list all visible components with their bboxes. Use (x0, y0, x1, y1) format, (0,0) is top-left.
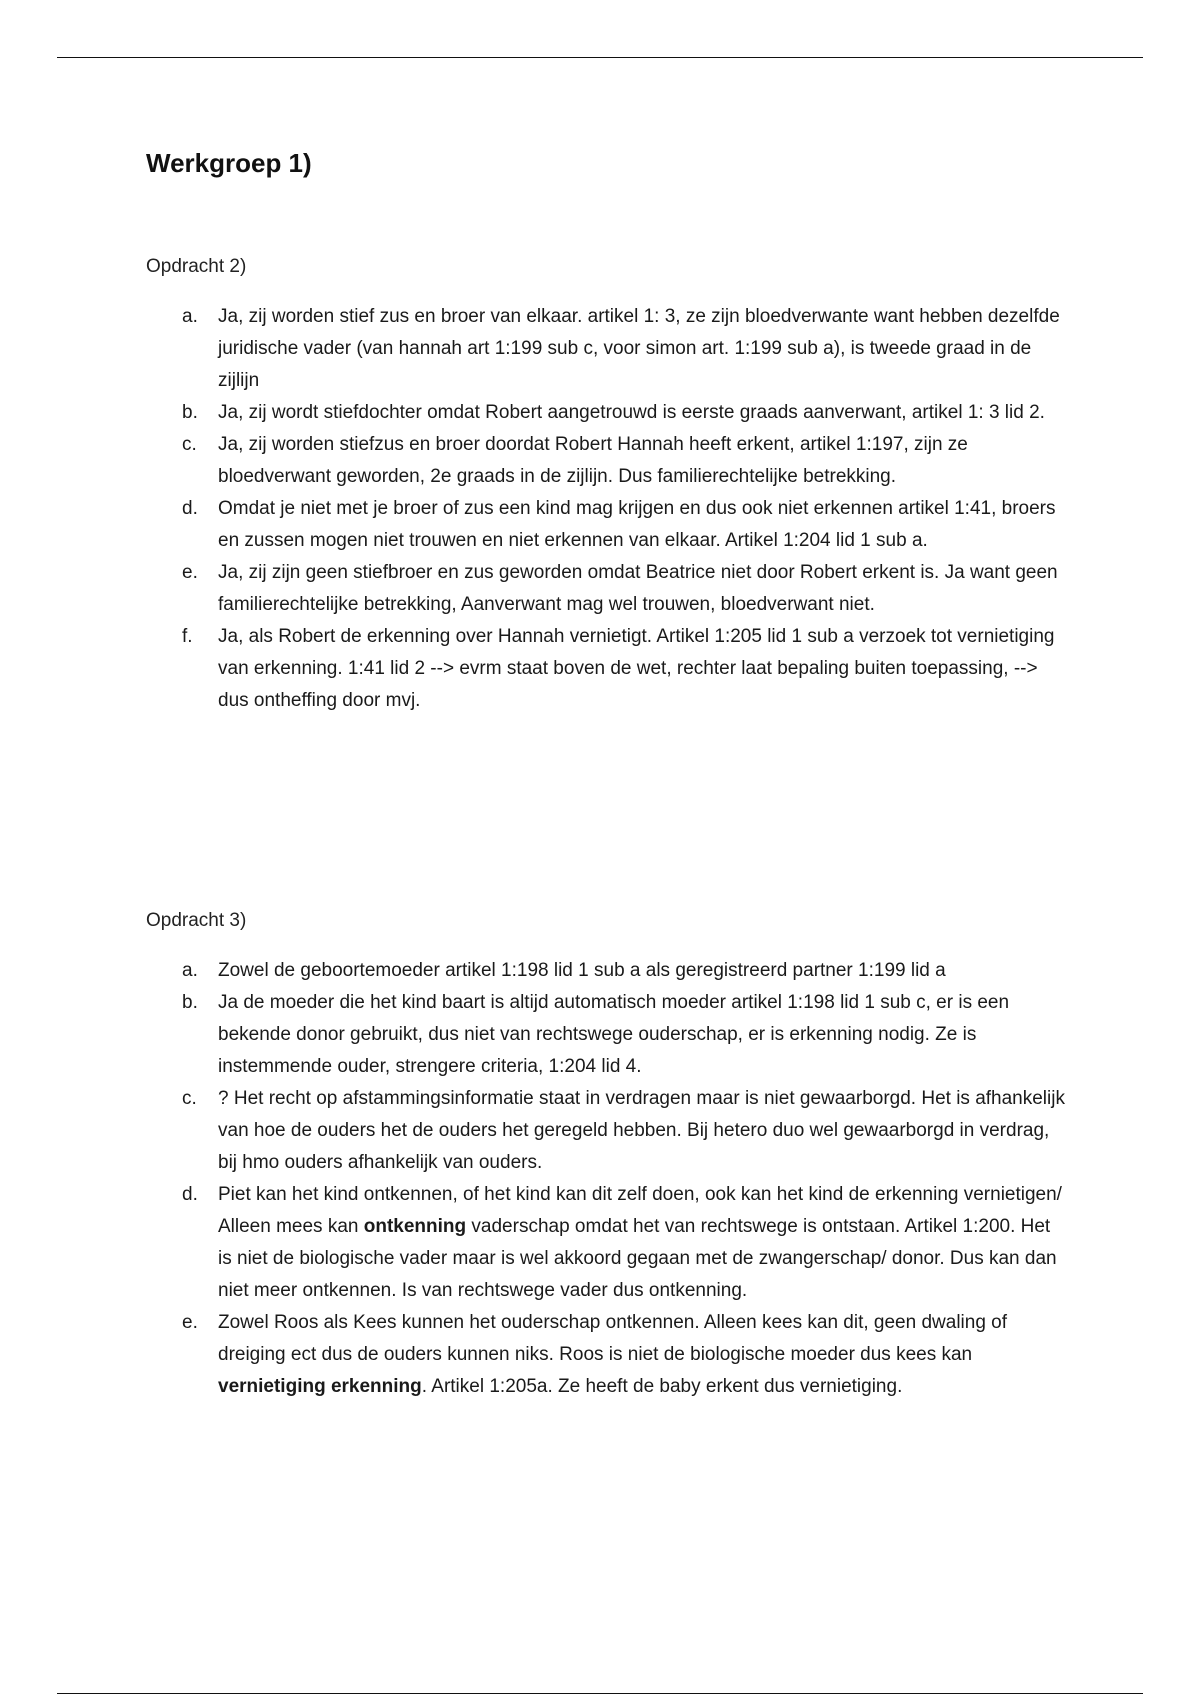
answer-list-opdracht-2 (146, 301, 1066, 717)
answer-text: Zowel de geboortemoeder artikel 1:198 lid 1 sub a als geregistreerd partner 1:199 lid a (218, 960, 946, 981)
answer-text-emphasis: ontkenning (363, 1216, 467, 1237)
list-item (146, 1307, 1066, 1403)
list-item (146, 621, 1066, 717)
list-marker: c. (182, 1088, 197, 1109)
answer-text: Ja, zij worden stiefzus en broer doordat Robert Hannah heeft erkent, artikel 1:197, zijn ze bloedverwant geworden, 2e graads in de zijlijn. Dus familierechtelijke betrekking. (218, 434, 968, 487)
list-item (146, 1083, 1066, 1179)
list-marker: a. (182, 960, 198, 981)
list-marker: e. (182, 562, 198, 583)
footer-rule (57, 1693, 1143, 1694)
answer-text: Ja, zij worden stief zus en broer van elkaar. artikel 1: 3, ze zijn bloedverwante want hebben dezelfde juridische vader (van hannah art 1:199 sub c, voor simon art. 1:199 sub a), is tweede graad in de zijlijn (218, 306, 1060, 391)
list-item (146, 429, 1066, 493)
answer-text-emphasis: vernietiging erkenning (218, 1376, 422, 1397)
list-item (146, 397, 1066, 429)
list-item (146, 987, 1066, 1083)
list-marker: e. (182, 1312, 198, 1333)
answer-text-part: Piet kan het kind ontkennen, of het kind kan dit zelf doen, ook kan het kind de erkenning vernietigen/ Alleen mees kan (218, 1184, 1062, 1237)
list-marker: c. (182, 434, 197, 455)
page-title: Werkgroep 1) (146, 148, 312, 178)
list-item (146, 955, 1066, 987)
list-marker: b. (182, 992, 198, 1013)
list-marker: a. (182, 306, 198, 327)
header-rule (57, 57, 1143, 58)
answer-text (218, 1184, 1062, 1301)
list-item (146, 301, 1066, 397)
list-marker: b. (182, 402, 198, 423)
answer-text-part: . Artikel 1:205a. Ze heeft de baby erkent dus vernietiging. (421, 1376, 903, 1397)
list-marker: f. (182, 626, 193, 647)
answer-text: Ja de moeder die het kind baart is altijd automatisch moeder artikel 1:198 lid 1 sub c, er is een bekende donor gebruikt, dus niet van rechtswege ouderschap, er is erkenning nodig. Ze is instemmende ouder, strengere criteria, 1:204 lid 4. (218, 992, 1010, 1077)
answer-list-opdracht-3 (146, 955, 1066, 1403)
answer-text: Ja, als Robert de erkenning over Hannah vernietigt. Artikel 1:205 lid 1 sub a verzoek tot vernietiging van erkenning. 1:41 lid 2 --> evrm staat boven de wet, rechter laat bepaling buiten toepassing, --> dus ontheffing door mvj. (218, 626, 1055, 711)
answer-text: Omdat je niet met je broer of zus een kind mag krijgen en dus ook niet erkennen artikel 1:41, broers en zussen mogen niet trouwen en niet erkennen van elkaar. Artikel 1:204 lid 1 sub a. (218, 498, 1056, 551)
answer-text: Ja, zij wordt stiefdochter omdat Robert aangetrouwd is eerste graads aanverwant, artikel 1: 3 lid 2. (218, 402, 1045, 423)
section-heading-opdracht-2: Opdracht 2) (146, 256, 247, 277)
section-heading-opdracht-3: Opdracht 3) (146, 910, 247, 931)
answer-text (218, 1312, 1007, 1397)
answer-text: Ja, zij zijn geen stiefbroer en zus geworden omdat Beatrice niet door Robert erkent is. Ja want geen familierechtelijke betrekking, Aanverwant mag wel trouwen, bloedverwant niet. (218, 562, 1058, 615)
answer-text-part: vaderschap omdat het van rechtswege is ontstaan. Artikel 1:200. Het is niet de biologische vader maar is wel akkoord gegaan met de zwangerschap/ donor. Dus kan dan niet meer ontkennen. Is van rechtswege vader dus ontkenning. (218, 1216, 1057, 1301)
list-marker: d. (182, 498, 198, 519)
list-item (146, 493, 1066, 557)
list-item (146, 557, 1066, 621)
answer-text-part: Zowel Roos als Kees kunnen het ouderschap ontkennen. Alleen kees kan dit, geen dwaling of dreiging ect dus de ouders kunnen niks. Roos is niet de biologische moeder dus kees kan (218, 1312, 1008, 1365)
list-item (146, 1179, 1066, 1307)
list-marker: d. (182, 1184, 198, 1205)
answer-text: ? Het recht op afstammingsinformatie staat in verdragen maar is niet gewaarborgd. Het is afhankelijk van hoe de ouders het de ouders het geregeld hebben. Bij hetero duo wel gewaarborgd in verdrag, bij hmo ouders afhankelijk van ouders. (218, 1088, 1065, 1173)
